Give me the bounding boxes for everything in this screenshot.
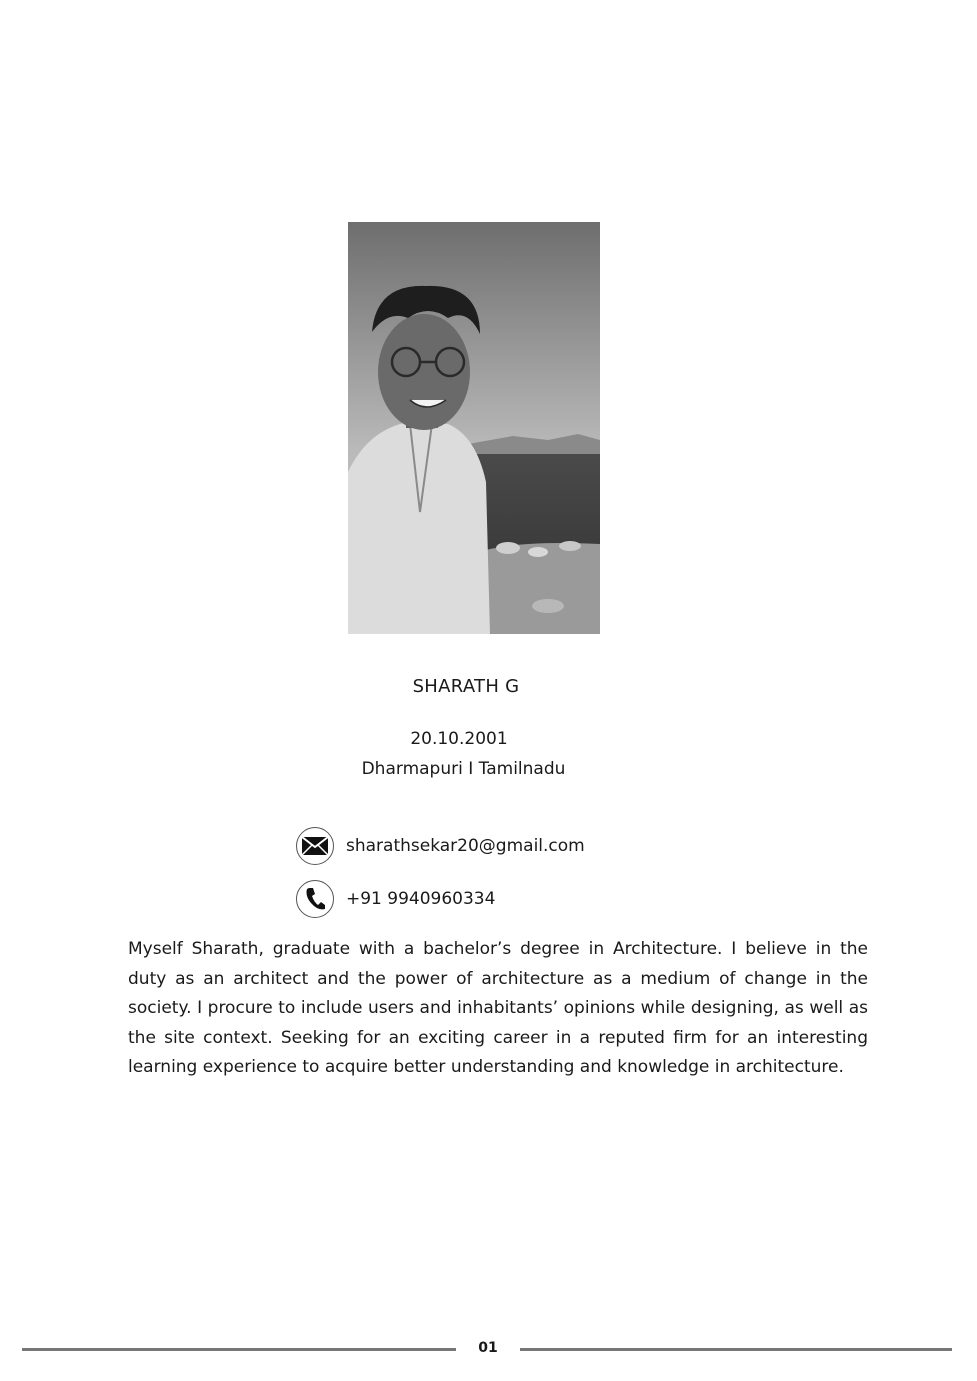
phone-number[interactable]: +91 9940960334 bbox=[346, 889, 496, 909]
bio-paragraph: Myself Sharath, graduate with a bachelor’s degree in Architecture. I believe in the duty as an architect and the power of architecture as a medium of change in the society. I procure to include users and inhabitants’ opinions while designing, as well as the site context. Seeking for an exciting career in a reputed firm for an interesting learning experience to acquire better understanding and knowledge in architecture. bbox=[128, 939, 868, 1078]
footer-divider-right bbox=[520, 1348, 952, 1351]
location: Dharmapuri I Tamilnadu bbox=[361, 759, 566, 779]
profile-photo bbox=[348, 222, 600, 634]
phone-icon bbox=[296, 880, 334, 918]
page-number: 01 bbox=[478, 1340, 498, 1356]
email-link[interactable]: sharathsekar20@gmail.com bbox=[346, 836, 585, 856]
footer-divider-left bbox=[22, 1348, 456, 1351]
email-row bbox=[296, 827, 585, 865]
envelope-icon bbox=[296, 827, 334, 865]
date-of-birth: 20.10.2001 bbox=[410, 729, 508, 749]
phone-row bbox=[296, 880, 495, 918]
profile-name: SHARATH G bbox=[412, 676, 520, 697]
